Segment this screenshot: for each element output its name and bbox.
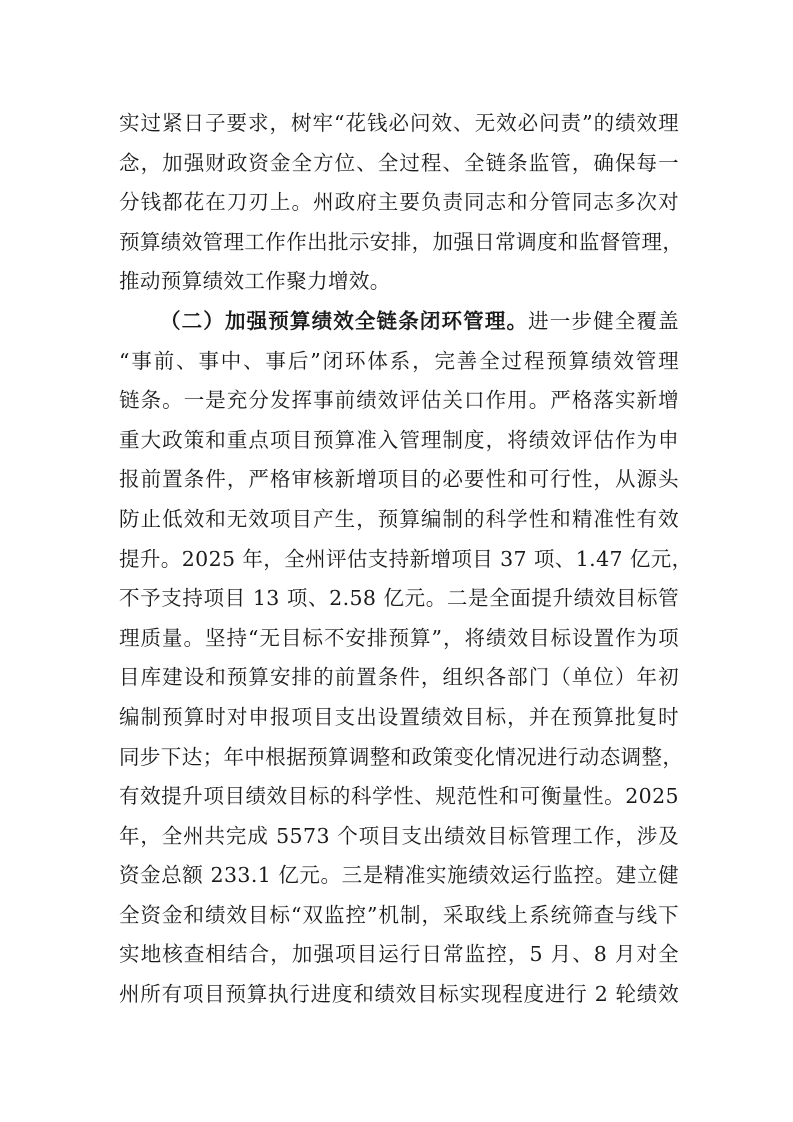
text-line: 目库建设和预算安排的前置条件，组织各部门（单位）年初 <box>119 665 679 690</box>
text-segment: 进一步健全覆盖 <box>528 308 679 333</box>
text-line: 链条。一是充分发挥事前绩效评估关口作用。严格落实新增 <box>119 388 679 413</box>
text-line: 实过紧日子要求，树牢“花钱必问效、无效必问责”的绩效理 <box>119 111 679 135</box>
text-line: 预算绩效管理工作作出批示安排，加强日常调度和监督管理， <box>119 229 684 254</box>
text-line: 防止低效和无效项目产生，预算编制的科学性和精准性有效 <box>119 506 679 531</box>
text-line: 州所有项目预算执行进度和绩效目标实现程度进行 2 轮绩效 <box>119 982 679 1007</box>
text-line: 重大政策和重点项目预算准入管理制度，将绩效评估作为申 <box>119 427 679 452</box>
text-line: 年，全州共完成 5573 个项目支出绩效目标管理工作，涉及 <box>119 823 679 848</box>
text-line: 不予支持项目 13 项、2.58 亿元。二是全面提升绩效目标管 <box>119 586 679 611</box>
text-line: 提升。2025 年，全州评估支持新增项目 37 项、1.47 亿元， <box>119 546 693 571</box>
text-line: 分钱都花在刀刃上。州政府主要负责同志和分管同志多次对 <box>119 190 679 215</box>
text-line: 编制预算时对申报项目支出设置绩效目标，并在预算批复时 <box>119 704 679 729</box>
section-heading-line <box>119 302 679 342</box>
text-line: 实地核查相结合，加强项目运行日常监控，5 月、8 月对全 <box>119 942 679 967</box>
body-text <box>119 104 693 1015</box>
text-line: 资金总额 233.1 亿元。三是精准实施绩效运行监控。建立健 <box>119 863 679 888</box>
section-heading: （二）加强预算绩效全链条闭环管理。 <box>160 308 529 333</box>
text-line: 念，加强财政资金全方位、全过程、全链条监管，确保每一 <box>119 150 679 175</box>
text-line: “事前、事中、事后”闭环体系，完善全过程预算绩效管理 <box>119 348 679 373</box>
text-line: 全资金和绩效目标“双监控”机制，采取线上系统筛查与线下 <box>119 902 679 927</box>
text-line: 理质量。坚持“无目标不安排预算”，将绩效目标设置作为项 <box>119 625 679 650</box>
text-line: 有效提升项目绩效目标的科学性、规范性和可衡量性。2025 <box>119 784 679 809</box>
text-line: 同步下达；年中根据预算调整和政策变化情况进行动态调整， <box>119 744 684 769</box>
text-line: 推动预算绩效工作聚力增效。 <box>119 269 391 294</box>
text-line: 报前置条件，严格审核新增项目的必要性和可行性，从源头 <box>119 467 679 492</box>
